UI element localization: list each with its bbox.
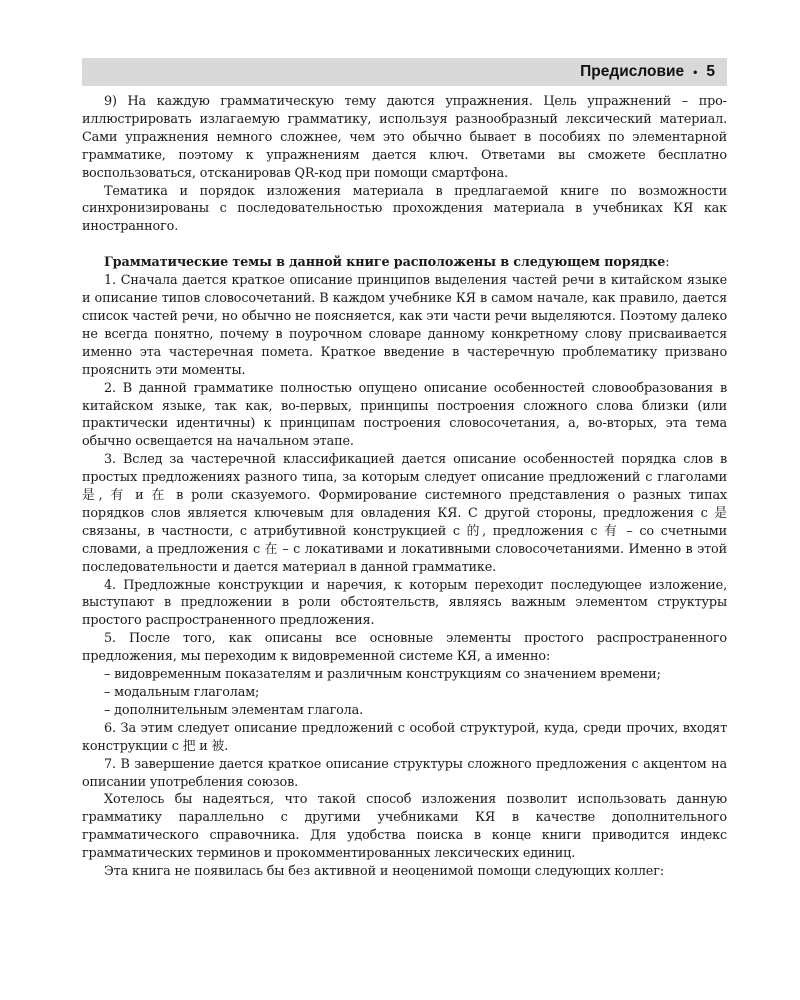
paragraph-hope: Хотелось бы надеяться, что такой способ изложения позволит использовать данную грамматику параллельно с другими учебниками КЯ в качестве дополнительного грамматического справочника. Для удобства поиска в конце книги приводится индекс грамматических терминов и прокомментированных лексических единиц.: [82, 792, 727, 862]
list-item-7: 7. В завершение дается краткое описание структуры сложного предложения с акцентом на описании употребления союзов.: [82, 756, 727, 790]
paragraph-acknowledgements: Эта книга не появилась бы без активной и неоценимой помощи следующих коллег:: [104, 864, 664, 880]
list-item-5-sub-b: – модальным глаголам;: [104, 685, 260, 700]
list-item-5: 5. После того, как описаны все основные элементы простого распространенного предложения, мы переходим к видовременной системе КЯ, а именно:: [82, 631, 727, 665]
header-separator: •: [693, 65, 698, 79]
section-title: Предисловие: [580, 63, 685, 80]
running-header: [82, 58, 727, 86]
page-number: 5: [706, 63, 715, 80]
section-heading-text: Грамматические темы в данной книге расположены в следующем порядке: [104, 255, 666, 271]
section-heading: [82, 254, 727, 272]
section-heading-colon: :: [665, 255, 670, 271]
list-item-2: 2. В данной грамматике полностью опущено описание особенностей словообразования в китайском языке, так как, во-первых, принципы построения сложного слова близки (или практически идентичны) к принципам построения словосочетания, а, во-вторых, эта тема обычно освещается на начальном этапе.: [82, 380, 727, 450]
page-body: [82, 93, 727, 881]
list-item-5-sub-a: – видовременным показателям и различным конструкциям со значением времени;: [104, 667, 661, 683]
paragraph-gap: [82, 236, 727, 254]
list-item-1: 1. Сначала дается краткое описание принципов выделения частей речи в китайском языке и описание типов словосочетаний. В каждом учебнике КЯ в самом начале, как правило, дается список частей речи, но обычно не поясняется, как эти части речи выделяются. Поэтому далеко не всегда понятно, почему в поурочном словаре данному конкретному слову присваивается именно эта частеречная помета. Краткое введение в частеречную проблематику призвано прояснить эти моменты.: [82, 273, 727, 378]
list-item-3: 3. Вслед за частеречной классификацией дается описание особенностей порядка слов в простых предложениях разного типа, за которым следует описание предложений с глаголами 是, 有 и 在 в роли сказуемого. Формирование системного представления о разных типах порядков слов является ключевым для овладения КЯ. С другой стороны, предложения с 是 связаны, в частности, с атрибутивной конструкцией с 的, предложения с 有 – со счетными словами, а предложения с 在 – с локативами и локативными словосочетаниями. Именно в этой последовательности и дается материал в данной грамматике.: [82, 452, 727, 575]
paragraph-topics-order: Тематика и порядок изложения материала в предлагаемой книге по возможности синхронизированы с последовательностью прохождения материала в учебниках КЯ как иностранного.: [82, 183, 727, 235]
list-item-4: 4. Предложные конструкции и наречия, к которым переходит последующее изложение, выступают в предложении в роли обстоятельств, являясь важным элементом структуры простого распространенного предложения.: [82, 577, 727, 629]
list-item-6: 6. За этим следует описание предложений с особой структурой, куда, среди прочих, входят конструкции с 把 и 被.: [82, 720, 727, 754]
list-item-5-sub-c: – дополнительным элементам глагола.: [104, 702, 364, 718]
paragraph-exercises: 9) На каждую грамматическую тему даются упражнения. Цель упражнений – проиллюстрировать излагаемую грамматику, используя разнообразный лексический материал. Сами упражнения немного сложнее, чем это обычно бывает в пособиях по элементарной грамматике, поэтому к упражнениям дается ключ. Ответами вы сможете бесплатно воспользоваться, отсканировав QR-код при помощи смартфона.: [82, 94, 727, 181]
